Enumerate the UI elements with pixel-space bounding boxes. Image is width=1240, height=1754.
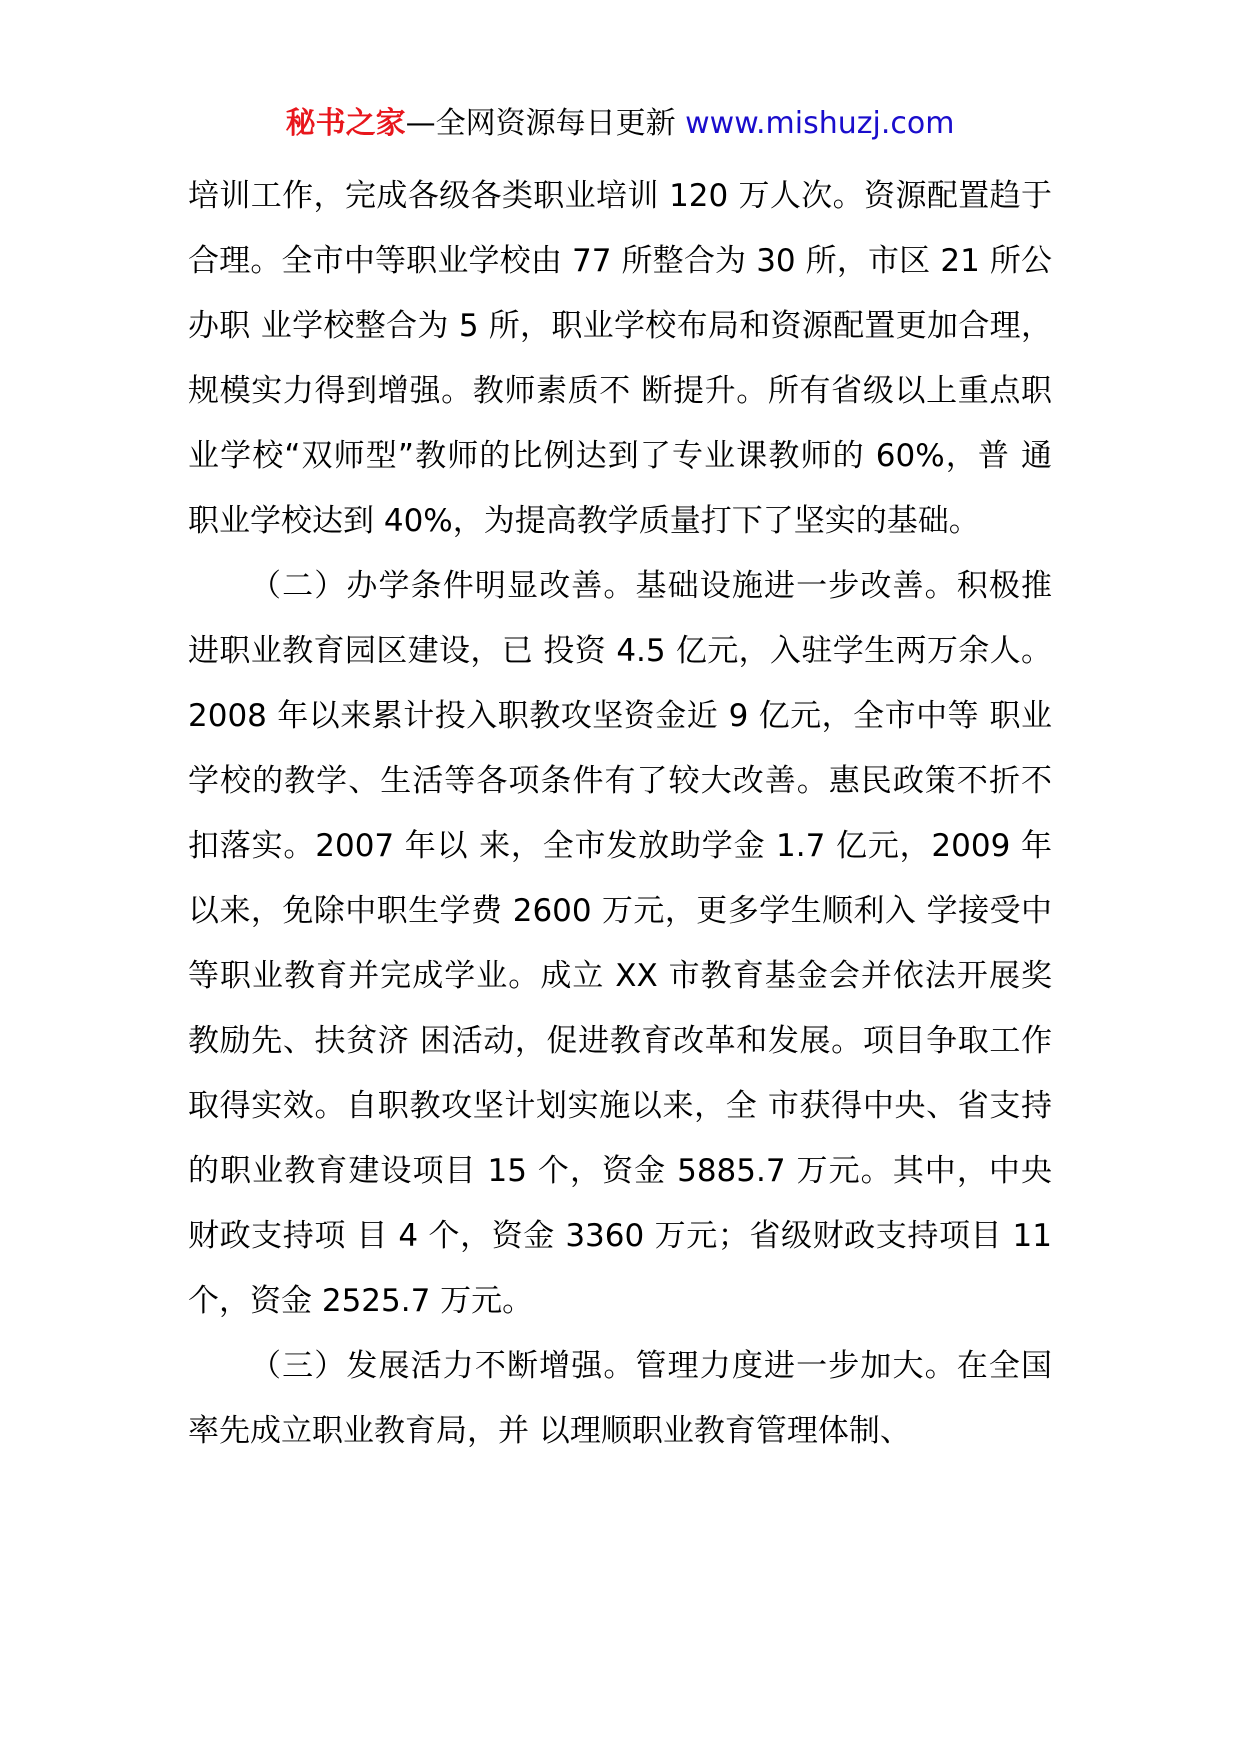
paragraph-training-resources: 培训工作，完成各级各类职业培训 120 万人次。资源配置趋于合理。全市中等职业学校由 77 所整合为 30 所，市区 21 所公办职 业学校整合为 5 所，职业学校布局和资源配置更加合理，规模实力得到增强。教师素质不 断提升。所有省级以上重点职业学校“双师型”教师的比例达到了专业课教师的 60%，普 通职业学校达到 40%，为提高教学质量打下了坚实的基础。 <box>188 178 1052 539</box>
document-header <box>0 100 1240 148</box>
header-tagline: —全网资源每日更新 <box>405 106 676 141</box>
brand-name: 秘书之家 <box>285 106 406 141</box>
paragraph-school-conditions: （二）办学条件明显改善。基础设施进一步改善。积极推进职业教育园区建设，已 投资 4.5 亿元，入驻学生两万余人。2008 年以来累计投入职教攻坚资金近 9 亿元，全市中等 职业学校的教学、生活等各项条件有了较大改善。惠民政策不折不扣落实。2007 年以 来，全市发放助学金 1.7 亿元，2009 年以来，免除中职生学费 2600 万元，更多学生顺利入 学接受中等职业教育并完成学业。成立 XX 市教育基金会并依法开展奖教励先、扶贫济 困活动，促进教育改革和发展。项目争取工作取得实效。自职教攻坚计划实施以来，全 市获得中央、省支持的职业教育建设项目 15 个，资金 5885.7 万元。其中，中央财政支持项 目 4 个，资金 3360 万元；省级财政支持项目 11 个，资金 2525.7 万元。 <box>188 568 1052 1319</box>
website-link[interactable]: www.mishuzj.com <box>685 106 955 141</box>
document-body <box>188 164 1052 1464</box>
paragraph-development-vitality: （三）发展活力不断增强。管理力度进一步加大。在全国率先成立职业教育局，并 以理顺职业教育管理体制、 <box>188 1348 1052 1449</box>
